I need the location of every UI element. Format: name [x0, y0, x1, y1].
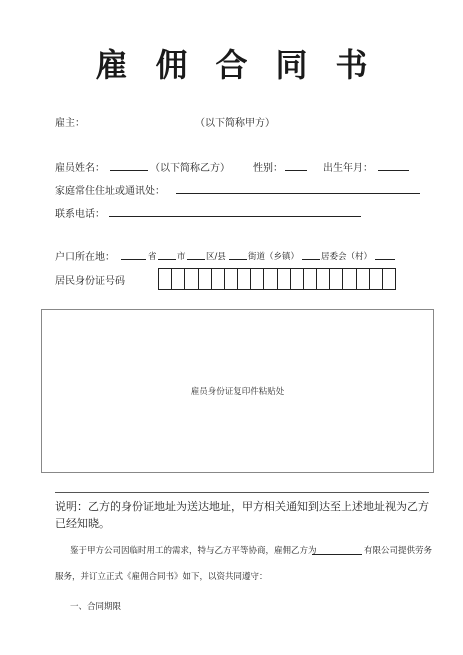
section-1-heading: 一、合同期限: [70, 602, 122, 612]
address-blank[interactable]: [176, 193, 420, 194]
employer-label: 雇主：: [55, 118, 85, 129]
province-label: 省: [148, 252, 157, 262]
notice-text: 说明：乙方的身份证地址为送达地址，甲方相关通知到达至上述地址视为乙方已经知晓。: [55, 500, 429, 530]
employee-name-label: 雇员姓名：: [55, 163, 105, 174]
id-digit-cell[interactable]: [225, 269, 238, 289]
gender-blank[interactable]: [285, 170, 307, 171]
id-digit-cell[interactable]: [172, 269, 185, 289]
birth-blank[interactable]: [378, 170, 409, 171]
employee-name-blank[interactable]: [110, 170, 148, 171]
id-digit-cell[interactable]: [330, 269, 343, 289]
id-digit-cell[interactable]: [357, 269, 370, 289]
id-digit-cell[interactable]: [343, 269, 356, 289]
id-digit-cell[interactable]: [238, 269, 251, 289]
preamble-part2: 有限公司提供劳务: [364, 546, 433, 556]
employer-note: （以下简称甲方）: [195, 118, 275, 129]
id-label: 居民身份证号码: [55, 276, 125, 287]
committee-blank[interactable]: [302, 259, 320, 260]
address-label: 家庭常住住址或通讯处：: [55, 186, 165, 197]
id-number-grid[interactable]: [158, 268, 396, 290]
id-copy-paste-area: [41, 309, 434, 473]
divider: [55, 492, 429, 493]
company-blank[interactable]: [312, 554, 362, 555]
preamble-part3: 服务，并订立正式《雇佣合同书》如下，以资共同遵守：: [55, 572, 268, 582]
id-digit-cell[interactable]: [199, 269, 212, 289]
birth-label: 出生年月：: [323, 163, 373, 174]
hukou-label: 户口所在地：: [55, 252, 115, 263]
id-digit-cell[interactable]: [278, 269, 291, 289]
id-digit-cell[interactable]: [370, 269, 383, 289]
id-digit-cell[interactable]: [185, 269, 198, 289]
employee-name-note: （以下简称乙方）: [150, 163, 230, 174]
id-digit-cell[interactable]: [317, 269, 330, 289]
gender-label: 性别：: [253, 163, 283, 174]
street-label: 街道（乡镇）: [248, 252, 300, 262]
id-digit-cell[interactable]: [212, 269, 225, 289]
district-blank[interactable]: [187, 259, 205, 260]
city-label: 市: [177, 252, 186, 262]
id-digit-cell[interactable]: [383, 269, 395, 289]
committee-label: 居委会（村）: [321, 252, 373, 262]
id-digit-cell[interactable]: [251, 269, 264, 289]
city-blank[interactable]: [158, 259, 176, 260]
id-digit-cell[interactable]: [291, 269, 304, 289]
province-blank[interactable]: [121, 259, 146, 260]
village-blank[interactable]: [375, 259, 395, 260]
id-digit-cell[interactable]: [159, 269, 172, 289]
id-digit-cell[interactable]: [264, 269, 277, 289]
id-digit-cell[interactable]: [304, 269, 317, 289]
phone-blank[interactable]: [109, 216, 361, 217]
id-copy-caption: 雇员身份证复印件粘贴处: [190, 387, 285, 397]
preamble-part1: 鉴于甲方公司因临时用工的需求，特与乙方平等协商，雇佣乙方为: [70, 546, 317, 556]
street-blank[interactable]: [229, 259, 247, 260]
document-title: 雇佣合同书: [95, 46, 396, 84]
district-label: 区/县: [206, 252, 226, 262]
phone-label: 联系电话：: [55, 209, 105, 220]
